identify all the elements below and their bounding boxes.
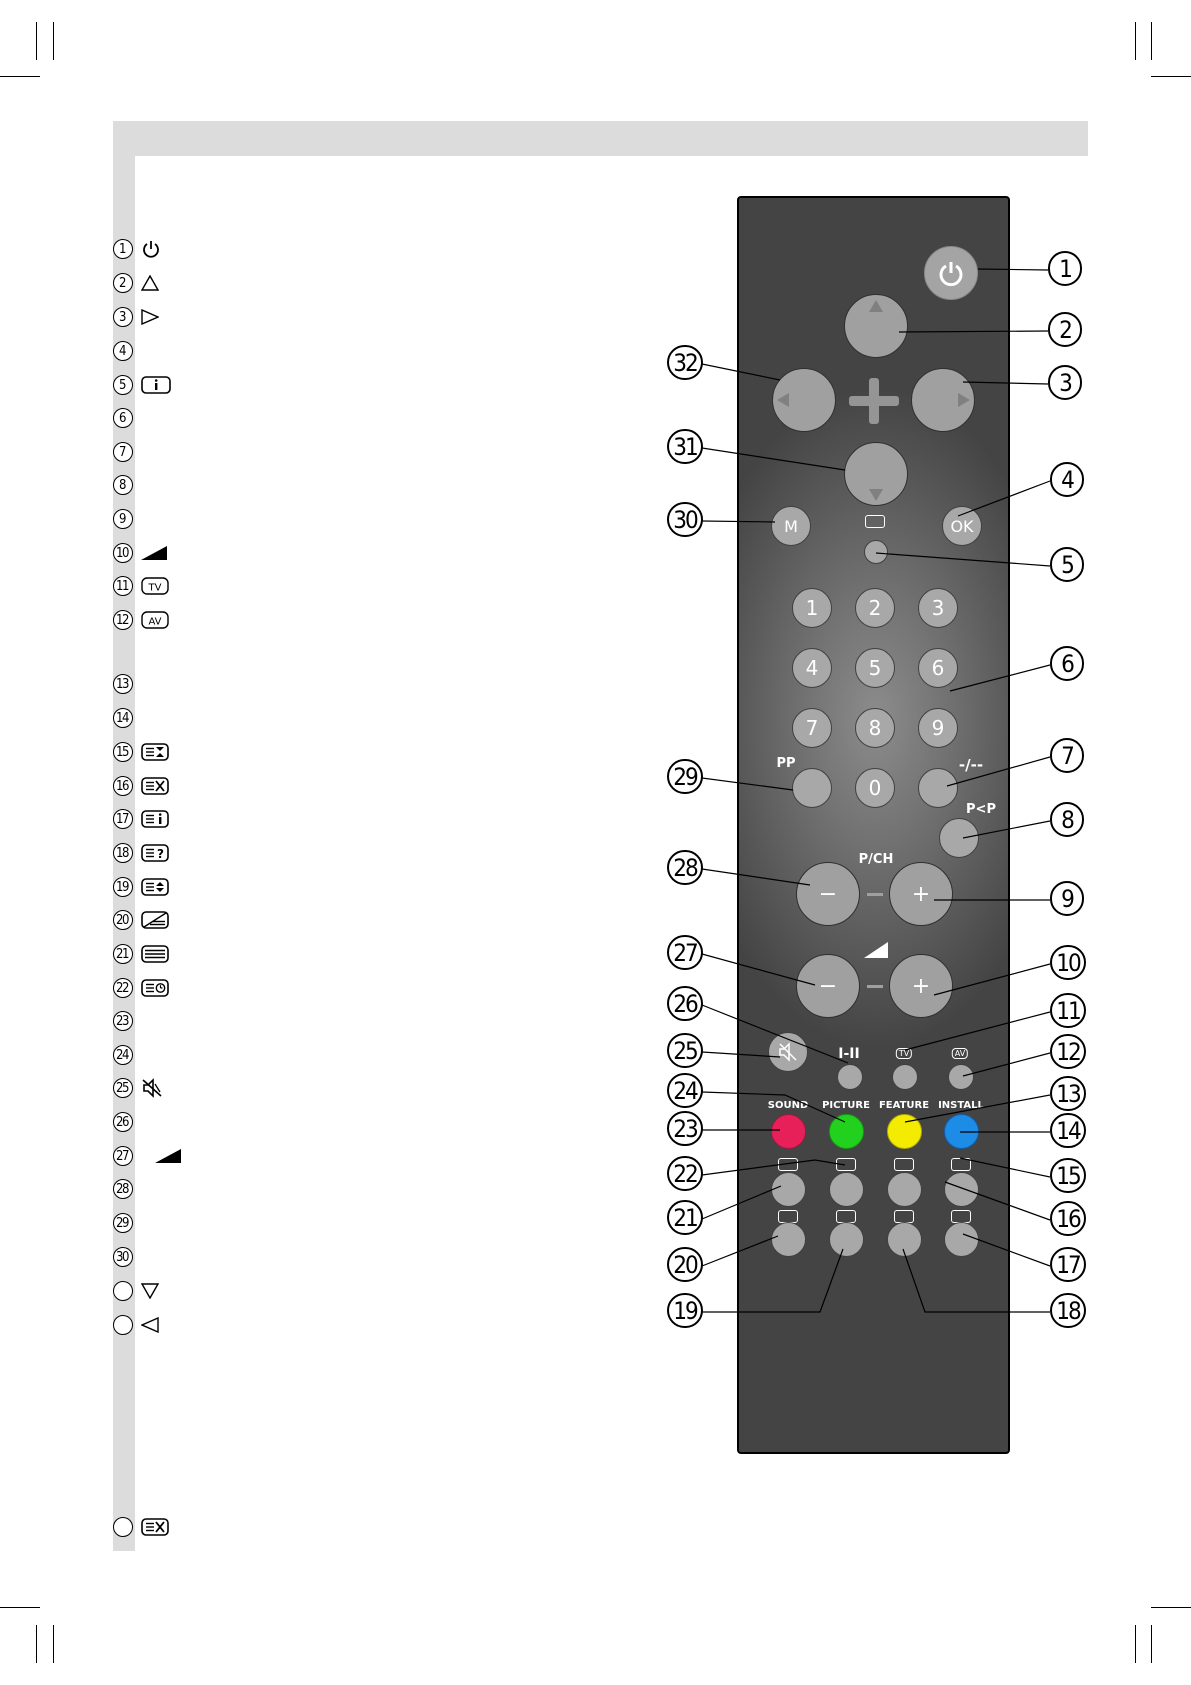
legend-item (113, 907, 169, 933)
legend-number-badge (113, 273, 133, 293)
svg-text:AV: AV (148, 616, 162, 628)
teletext-index-icon (141, 809, 169, 829)
legend-number-badge (113, 877, 133, 897)
pp-button[interactable] (792, 768, 832, 808)
power-button[interactable] (924, 246, 978, 300)
arrow-left-icon (777, 393, 789, 407)
legend-number-badge (113, 910, 133, 930)
callout-number: 21 (667, 1200, 703, 1235)
teletext-cancel-icon (141, 776, 169, 796)
digit-9-button[interactable]: 9 (918, 708, 958, 748)
legend-item (113, 1042, 133, 1068)
callout-number: 6 (1050, 646, 1084, 681)
legend-item (113, 739, 169, 765)
sound-mode-label: I-II (838, 1046, 860, 1062)
callout-number: 30 (667, 502, 703, 537)
legend-item (113, 1143, 181, 1169)
teletext-expand-button[interactable] (887, 1172, 922, 1207)
callout-number: 8 (1050, 802, 1084, 837)
legend-number-badge (113, 341, 133, 361)
callout-number: 32 (667, 345, 703, 380)
teletext-icon (778, 1158, 798, 1171)
teletext-reveal-icon (141, 843, 169, 863)
legend-number-badge (113, 776, 133, 796)
teletext-time-button[interactable] (829, 1172, 864, 1207)
yellow-feature-button[interactable] (887, 1114, 922, 1149)
teletext-reveal-button[interactable] (887, 1222, 922, 1257)
volume-icon (864, 942, 888, 958)
digit-7-button[interactable]: 7 (792, 708, 832, 748)
callout-number: 20 (667, 1247, 703, 1282)
menu-button[interactable]: M (771, 506, 811, 546)
legend-item (113, 372, 171, 398)
legend-number: 7 (119, 444, 125, 460)
callout-number: 24 (667, 1073, 703, 1108)
legend-number: 6 (119, 410, 125, 426)
legend-number-badge (113, 1179, 133, 1199)
teletext-mix-button[interactable] (771, 1222, 806, 1257)
callout-number: 26 (667, 986, 703, 1021)
digit-dash-button[interactable] (918, 768, 958, 808)
legend-number-badge (113, 978, 133, 998)
pp-label: PP (776, 756, 796, 771)
triangle-up-icon (141, 273, 159, 293)
legend-number-badge (113, 442, 133, 462)
legend-number: 19 (116, 879, 128, 895)
callout-number: 3 (1048, 365, 1082, 400)
callout-number: 4 (1050, 462, 1084, 497)
legend-number: 4 (119, 343, 125, 359)
pch-label: P/CH (858, 852, 894, 867)
volume-down-button[interactable]: − (796, 954, 860, 1018)
callout-number: 18 (1050, 1293, 1086, 1328)
legend-item (113, 607, 169, 633)
legend-number: 14 (116, 710, 128, 726)
legend-item (113, 439, 133, 465)
header-bar (113, 121, 1088, 156)
legend-number-badge (113, 375, 133, 395)
legend-item (113, 506, 133, 532)
digit-6-button[interactable]: 6 (918, 648, 958, 688)
legend-number-badge (113, 475, 133, 495)
callout-number: 23 (667, 1111, 703, 1146)
volume-icon (155, 1146, 181, 1166)
legend-number: 29 (116, 1215, 128, 1231)
teletext-expand-icon (894, 1158, 914, 1171)
callout-number: 31 (667, 429, 703, 464)
program-up-button[interactable]: + (889, 862, 953, 926)
legend-number-badge (113, 809, 133, 829)
picture-label: PICTURE (822, 1100, 870, 1111)
teletext-time-icon (141, 978, 169, 998)
remote-control (737, 196, 1010, 1454)
mute-button[interactable] (768, 1032, 808, 1072)
legend-number-badge (113, 610, 133, 630)
legend-number: 27 (116, 1148, 128, 1164)
ok-button[interactable]: OK (942, 506, 982, 546)
legend-number: 23 (116, 1013, 128, 1029)
legend-number-badge (113, 408, 133, 428)
legend-number-badge (113, 1517, 133, 1537)
callout-number: 17 (1050, 1247, 1086, 1282)
legend-number-badge (113, 543, 133, 563)
digit-5-button[interactable]: 5 (855, 648, 895, 688)
teletext-cancel-button[interactable] (944, 1172, 979, 1207)
legend-number-badge (113, 1315, 133, 1335)
legend-number: 5 (119, 377, 125, 393)
legend-number: 12 (116, 612, 128, 628)
info-icon (141, 375, 171, 395)
digit-0-button[interactable]: 0 (855, 768, 895, 808)
callout-number: 12 (1050, 1034, 1086, 1069)
legend-item (113, 1312, 159, 1338)
legend-number: 15 (116, 744, 128, 760)
legend-item (113, 405, 133, 431)
av-icon (141, 610, 169, 630)
legend-item (113, 671, 133, 697)
callout-number: 11 (1050, 993, 1086, 1028)
green-picture-button[interactable] (829, 1114, 864, 1149)
callout-number: 10 (1050, 945, 1086, 980)
legend-number-badge (113, 239, 133, 259)
ppip-label: P<P (966, 802, 996, 817)
program-down-button[interactable]: − (796, 862, 860, 926)
av-button[interactable] (948, 1064, 974, 1090)
legend-item (113, 1176, 133, 1202)
legend-number-badge (113, 1247, 133, 1267)
red-sound-button[interactable] (771, 1114, 806, 1149)
callout-number: 29 (667, 759, 703, 794)
legend-item (113, 975, 169, 1001)
blue-install-button[interactable] (944, 1114, 979, 1149)
tv-icon (141, 576, 169, 596)
callout-number: 25 (667, 1033, 703, 1068)
legend-item (113, 304, 159, 330)
dpad-cross-icon (849, 378, 899, 424)
volume-up-button[interactable]: + (889, 954, 953, 1018)
legend-item (113, 1008, 133, 1034)
teletext-expand-icon (141, 742, 169, 762)
legend-number: 22 (116, 980, 128, 996)
callout-number: 7 (1050, 738, 1084, 773)
teletext-hold-icon (141, 877, 169, 897)
legend-item (113, 1109, 133, 1135)
legend-number-badge (113, 1011, 133, 1031)
triangle-right-icon (141, 307, 159, 327)
legend-number: 1 (119, 241, 125, 257)
legend-number: 10 (116, 545, 128, 561)
svg-text:TV: TV (148, 582, 162, 594)
triangle-left-icon (141, 1315, 159, 1335)
callout-number: 28 (667, 850, 703, 885)
nav-down-button[interactable] (844, 442, 908, 506)
legend-number: 17 (116, 811, 128, 827)
teletext-index-button[interactable] (944, 1222, 979, 1257)
teletext-cancel-icon (141, 1517, 169, 1537)
teletext-button[interactable] (771, 1172, 806, 1207)
nav-left-button[interactable] (772, 368, 836, 432)
program-separator (867, 893, 883, 896)
callout-number: 27 (667, 935, 703, 970)
legend-item (113, 472, 133, 498)
legend-item (113, 1244, 133, 1270)
legend-number: 8 (119, 477, 125, 493)
legend-number: 3 (119, 309, 125, 325)
tv-button[interactable] (892, 1064, 918, 1090)
power-icon (937, 259, 965, 287)
legend-item (113, 941, 169, 967)
legend-number: 26 (116, 1114, 128, 1130)
nav-right-button[interactable] (911, 368, 975, 432)
power-icon (141, 239, 161, 259)
legend-item (113, 270, 159, 296)
tv-label: TV (896, 1048, 912, 1059)
digit-8-button[interactable]: 8 (855, 708, 895, 748)
callout-number: 2 (1048, 312, 1082, 347)
legend-number: 30 (116, 1249, 128, 1265)
av-label: AV (952, 1048, 968, 1059)
info-icon (865, 515, 885, 528)
nav-up-button[interactable] (844, 294, 908, 358)
legend-number-badge (113, 307, 133, 327)
sound-label: SOUND (767, 1100, 809, 1111)
legend-number-badge (113, 576, 133, 596)
arrow-up-icon (869, 300, 883, 312)
install-label: INSTALL (938, 1100, 984, 1111)
legend-number-badge (113, 509, 133, 529)
mute-icon (777, 1041, 799, 1063)
legend-item (113, 1210, 133, 1236)
digit-2-button[interactable]: 2 (855, 588, 895, 628)
legend-number-badge (113, 708, 133, 728)
legend-item (113, 773, 169, 799)
teletext-time-icon (836, 1158, 856, 1171)
legend-item (113, 573, 169, 599)
digit-4-button[interactable]: 4 (792, 648, 832, 688)
teletext-hold-button[interactable] (829, 1222, 864, 1257)
legend-number: 13 (116, 676, 128, 692)
legend-number: 21 (116, 946, 128, 962)
triangle-down-icon (141, 1281, 159, 1301)
legend-number: 24 (116, 1047, 128, 1063)
legend-number: 16 (116, 778, 128, 794)
legend-number-badge (113, 1078, 133, 1098)
legend-number: 28 (116, 1181, 128, 1197)
legend-number: 18 (116, 845, 128, 861)
sound-mode-button[interactable] (837, 1064, 863, 1090)
mute-icon (141, 1078, 163, 1098)
legend-item (113, 540, 167, 566)
legend-item (113, 874, 169, 900)
legend-number: 9 (119, 511, 125, 527)
digit-3-button[interactable]: 3 (918, 588, 958, 628)
dash-label: -/-- (958, 756, 984, 774)
legend-item (113, 236, 161, 262)
callout-number: 9 (1050, 881, 1084, 916)
legend-number-badge (113, 1146, 133, 1166)
callout-number: 5 (1050, 547, 1084, 582)
legend-number-badge (113, 1281, 133, 1301)
legend-number: 11 (116, 578, 128, 594)
legend-item (113, 1278, 159, 1304)
volume-icon (141, 543, 167, 563)
legend-number: 20 (116, 912, 128, 928)
teletext-icon (141, 944, 169, 964)
volume-separator (867, 985, 883, 988)
arrow-right-icon (958, 393, 970, 407)
legend-item (113, 1514, 169, 1540)
legend-number-badge (113, 843, 133, 863)
legend-number: 2 (119, 275, 125, 291)
legend-number-badge (113, 742, 133, 762)
callout-number: 14 (1050, 1113, 1086, 1148)
callout-number: 22 (667, 1156, 703, 1191)
pip-button[interactable] (939, 818, 979, 858)
callout-number: 13 (1050, 1076, 1086, 1111)
legend-item (113, 1075, 163, 1101)
svg-text:?: ? (157, 847, 164, 861)
legend-number-badge (113, 674, 133, 694)
callout-number: 16 (1050, 1201, 1086, 1236)
legend-item (113, 705, 133, 731)
teletext-mix-icon (141, 910, 169, 930)
legend-item (113, 806, 169, 832)
callout-number: 15 (1050, 1158, 1086, 1193)
legend-item (113, 840, 169, 866)
legend-number-badge (113, 1213, 133, 1233)
legend-number: 25 (116, 1080, 128, 1096)
teletext-cancel-icon (951, 1158, 971, 1171)
callout-number: 19 (667, 1293, 703, 1328)
legend-number-badge (113, 1112, 133, 1132)
feature-label: FEATURE (878, 1100, 930, 1111)
callout-number: 1 (1048, 251, 1082, 286)
legend-number-badge (113, 1045, 133, 1065)
arrow-down-icon (869, 489, 883, 501)
digit-1-button[interactable]: 1 (792, 588, 832, 628)
legend-item (113, 338, 133, 364)
legend-number-badge (113, 944, 133, 964)
info-button[interactable] (864, 540, 888, 564)
